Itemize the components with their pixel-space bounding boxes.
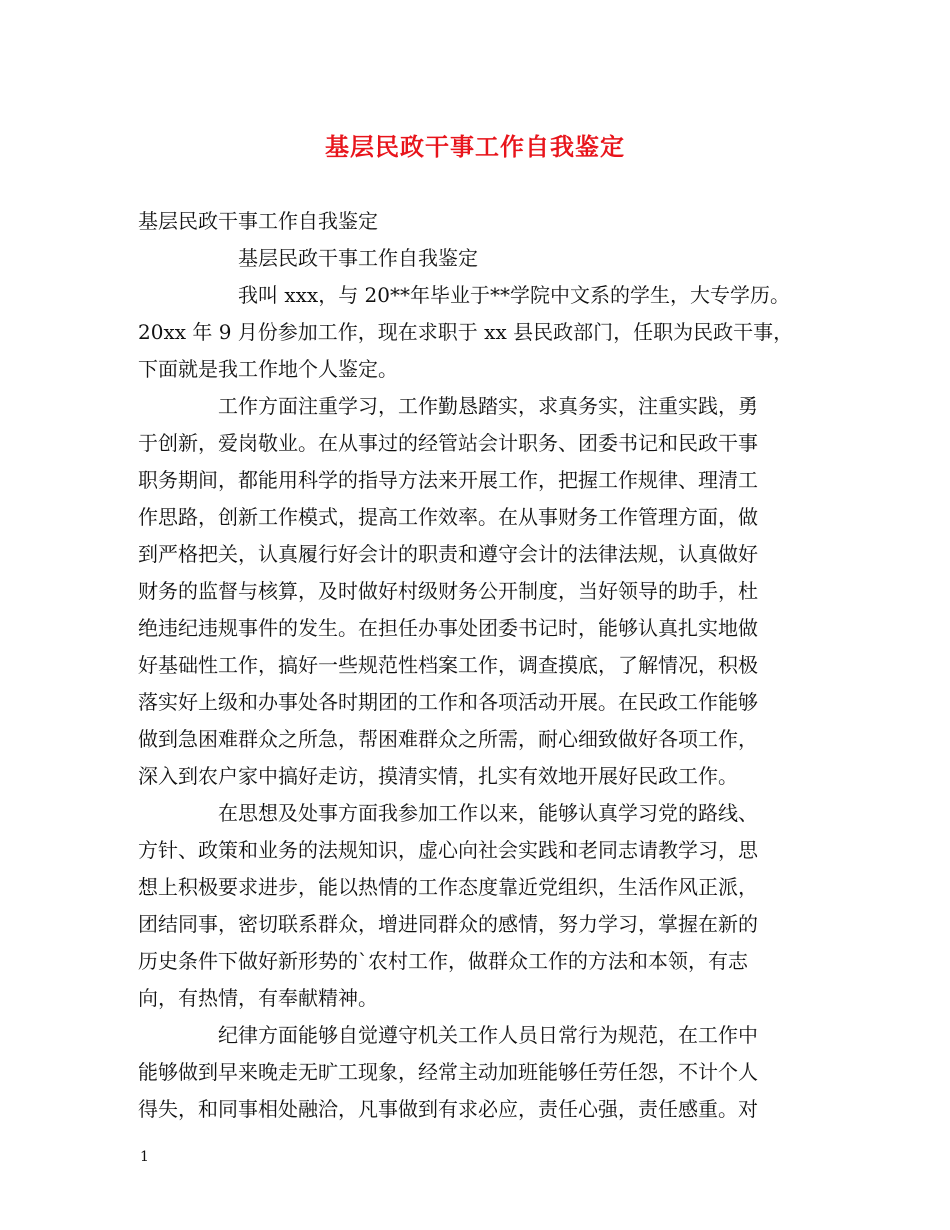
body-line: 到严格把关，认真履行好会计的职责和遵守会计的法律法规，认真做好 [138, 542, 758, 566]
body-line: 作思路，创新工作模式，提高工作效率。在从事财务工作管理方面，做 [138, 505, 758, 529]
body-line: 20xx 年 9 月份参加工作，现在求职于 xx 县民政部门，任职为民政干事， [138, 320, 794, 344]
body-line: 深入到农户家中搞好走访，摸清实情，扎实有效地开展好民政工作。 [138, 764, 738, 788]
heading-plain: 基层民政干事工作自我鉴定 [138, 209, 378, 233]
body-line: 下面就是我工作地个人鉴定。 [138, 357, 398, 381]
body-line: 于创新，爱岗敬业。在从事过的经管站会计职务、团委书记和民政干事 [138, 431, 758, 455]
body-line: 方针、政策和业务的法规知识，虚心向社会实践和老同志请教学习，思 [138, 838, 758, 862]
body-line: 团结同事，密切联系群众，增进同群众的感情，努力学习，掌握在新的 [138, 912, 758, 936]
document-title: 基层民政干事工作自我鉴定 [325, 132, 625, 161]
body-line: 落实好上级和办事处各时期团的工作和各项活动开展。在民政工作能够 [138, 690, 758, 714]
document-body [138, 203, 828, 1128]
body-line: 向，有热情，有奉献精神。 [138, 986, 378, 1010]
body-line: 能够做到早来晚走无旷工现象，经常主动加班能够任劳任怨，不计个人 [138, 1060, 758, 1084]
body-line: 好基础性工作，搞好一些规范性档案工作，调查摸底，了解情况，积极 [138, 653, 758, 677]
heading-indented: 基层民政干事工作自我鉴定 [238, 246, 478, 270]
body-line: 纪律方面能够自觉遵守机关工作人员日常行为规范，在工作中 [138, 1023, 758, 1047]
page-number: 1 [140, 1149, 149, 1165]
body-line: 做到急困难群众之所急，帮困难群众之所需，耐心细致做好各项工作， [138, 727, 758, 751]
body-line: 历史条件下做好新形势的`农村工作，做群众工作的方法和本领，有志 [138, 949, 748, 973]
body-line: 我叫 xxx，与 20**年毕业于**学院中文系的学生，大专学历。 [138, 283, 791, 307]
body-line: 财务的监督与核算，及时做好村级财务公开制度，当好领导的助手，杜 [138, 579, 758, 603]
body-line: 绝违纪违规事件的发生。在担任办事处团委书记时，能够认真扎实地做 [138, 616, 758, 640]
body-line: 工作方面注重学习，工作勤恳踏实，求真务实，注重实践，勇 [138, 394, 758, 418]
body-line: 想上积极要求进步，能以热情的工作态度靠近党组织，生活作风正派， [138, 875, 758, 899]
body-line: 职务期间，都能用科学的指导方法来开展工作，把握工作规律、理清工 [138, 468, 758, 492]
body-line: 在思想及处事方面我参加工作以来，能够认真学习党的路线、 [138, 801, 758, 825]
body-line: 得失，和同事相处融洽，凡事做到有求必应，责任心强，责任感重。对 [138, 1097, 758, 1121]
